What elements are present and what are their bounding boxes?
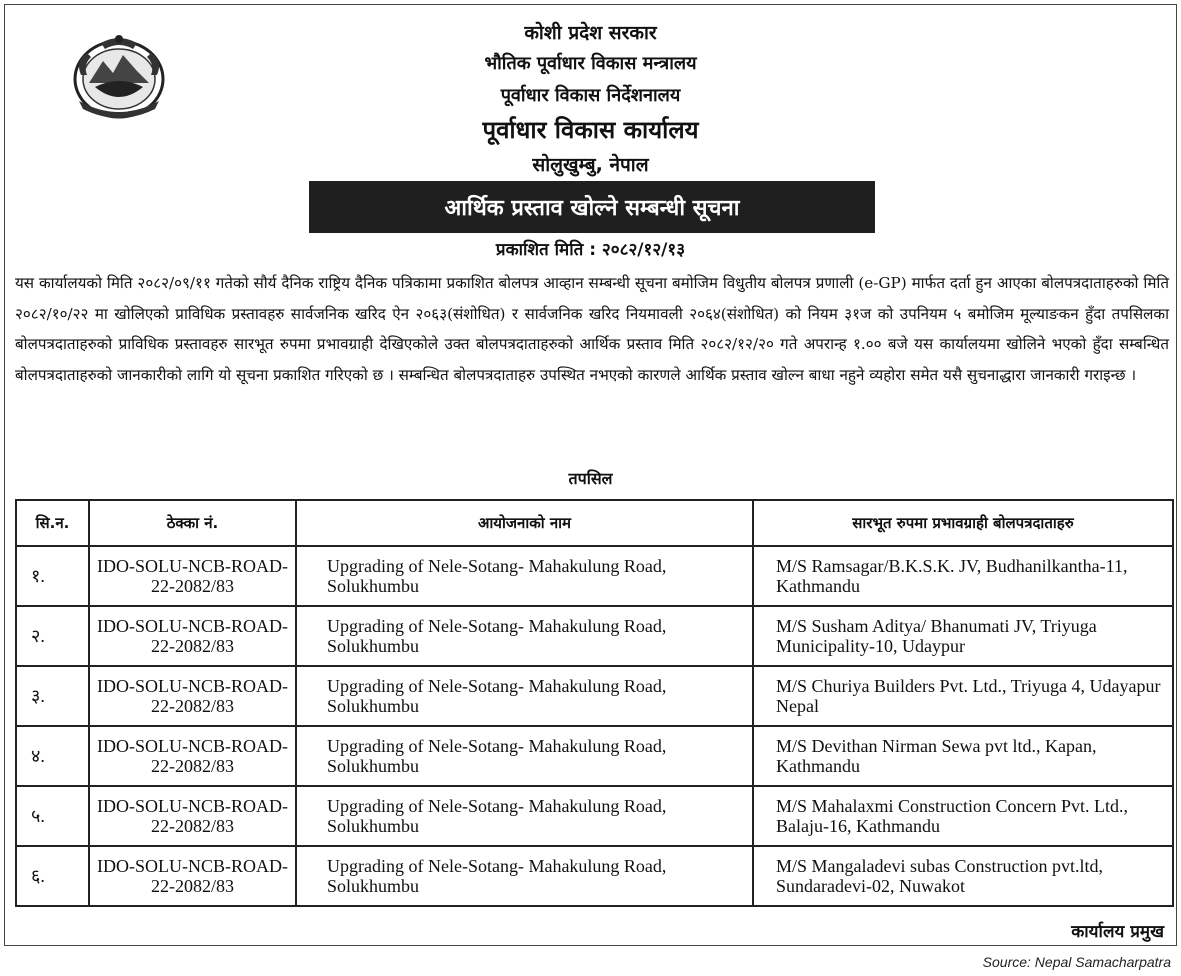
row-bidder: M/S Mangaladevi subas Construction pvt.ltd, Sundaradevi-02, Nuwakot	[753, 846, 1173, 906]
row-serial: ४.	[16, 726, 89, 786]
row-project-name: Upgrading of Nele-Sotang- Mahakulung Road, Solukhumbu	[296, 546, 753, 606]
row-project-name: Upgrading of Nele-Sotang- Mahakulung Road, Solukhumbu	[296, 846, 753, 906]
table-row	[16, 786, 1173, 846]
header-province: कोशी प्रदेश सरकार	[524, 22, 657, 44]
row-contract-no: IDO-SOLU-NCB-ROAD-22-2082/83	[89, 546, 296, 606]
header-serial: सि.न.	[16, 500, 89, 546]
table-row	[16, 546, 1173, 606]
header-office: पूर्वाधार विकास कार्यालय	[482, 116, 699, 144]
table-row	[16, 666, 1173, 726]
header-contract-no: ठेक्का नं.	[89, 500, 296, 546]
table-row	[16, 726, 1173, 786]
published-date: प्रकाशित मिति : २०८२/१२/१३	[495, 240, 686, 260]
row-serial: ६.	[16, 846, 89, 906]
row-serial: ३.	[16, 666, 89, 726]
notice-body: यस कार्यालयको मिति २०८२/०९/११ गतेको सौर्य दैनिक राष्ट्रिय दैनिक पत्रिकामा प्रकाशित बोलपत्र आव्हान सम्बन्धी सूचना बमोजिम विधुतीय बोलपत्र प्रणाली (e-GP) मार्फत दर्ता हुन आएका बोलपत्रदाताहरुको मिति २०८२/१०/२२ मा खोलिएको प्राविधिक प्रस्तावहरु सार्वजनिक खरिद ऐन २०६३(संशोधित) र सार्वजनिक खरिद नियमावली २०६४(संशोधित) को नियम ३१ज को उपनियम ५ बमोजिम मूल्याङकन हुँदा तपसिलका बोलपत्रदाताहरुको प्राविधिक प्रस्तावहरु सारभूत रुपमा प्रभावग्राही देखिएकोले उक्त बोलपत्रदाताहरुको आर्थिक प्रस्ताव मिति २०८२/१२/२० गते अपरान्ह १.०० बजे यस कार्यालयमा खोलिने भएको हुँदा सम्बन्धित बोलपत्रदाताहरुको जानकारीको लागि यो सूचना प्रकाशित गरिएको छ । सम्बन्धित बोलपत्रदाताहरु उपस्थित नभएको कारणले आर्थिक प्रस्ताव खोल्न बाधा नहुने व्यहोरा समेत यसै सुचनाद्धारा जानकारी गराइन्छ ।	[15, 274, 1169, 384]
row-project-name: Upgrading of Nele-Sotang- Mahakulung Road, Solukhumbu	[296, 786, 753, 846]
row-project-name: Upgrading of Nele-Sotang- Mahakulung Road, Solukhumbu	[296, 606, 753, 666]
row-bidder: M/S Devithan Nirman Sewa pvt ltd., Kapan, Kathmandu	[753, 726, 1173, 786]
row-contract-no: IDO-SOLU-NCB-ROAD-22-2082/83	[89, 666, 296, 726]
header-bidders: सारभूत रुपमा प्रभावग्राही बोलपत्रदाताहरु	[753, 500, 1173, 546]
row-serial: ५.	[16, 786, 89, 846]
table-row	[16, 846, 1173, 906]
row-contract-no: IDO-SOLU-NCB-ROAD-22-2082/83	[89, 726, 296, 786]
table-row	[16, 606, 1173, 666]
office-chief-signature: कार्यालय प्रमुख	[1071, 922, 1164, 942]
table-header-row	[16, 500, 1173, 546]
bidders-table	[15, 499, 1174, 907]
row-bidder: M/S Susham Aditya/ Bhanumati JV, Triyuga Municipality-10, Udaypur	[753, 606, 1173, 666]
notice-title-banner	[309, 181, 875, 233]
row-contract-no: IDO-SOLU-NCB-ROAD-22-2082/83	[89, 606, 296, 666]
row-contract-no: IDO-SOLU-NCB-ROAD-22-2082/83	[89, 786, 296, 846]
header-directorate: पूर्वाधार विकास निर्देशनालय	[500, 85, 681, 106]
header-ministry: भौतिक पूर्वाधार विकास मन्त्रालय	[484, 53, 697, 74]
row-bidder: M/S Ramsagar/B.K.S.K. JV, Budhanilkantha-11, Kathmandu	[753, 546, 1173, 606]
notice-sheet	[4, 4, 1177, 946]
source-credit: Source: Nepal Samacharpatra	[982, 954, 1171, 970]
header-location: सोलुखुम्बु, नेपाल	[532, 154, 649, 176]
row-project-name: Upgrading of Nele-Sotang- Mahakulung Road, Solukhumbu	[296, 666, 753, 726]
row-serial: १.	[16, 546, 89, 606]
schedule-heading: तपसिल	[568, 469, 613, 488]
notice-title: आर्थिक प्रस्ताव खोल्ने सम्बन्धी सूचना	[444, 196, 740, 221]
row-project-name: Upgrading of Nele-Sotang- Mahakulung Road, Solukhumbu	[296, 726, 753, 786]
row-contract-no: IDO-SOLU-NCB-ROAD-22-2082/83	[89, 846, 296, 906]
row-serial: २.	[16, 606, 89, 666]
row-bidder: M/S Mahalaxmi Construction Concern Pvt. Ltd., Balaju-16, Kathmandu	[753, 786, 1173, 846]
row-bidder: M/S Churiya Builders Pvt. Ltd., Triyuga 4, Udayapur Nepal	[753, 666, 1173, 726]
header-project-name: आयोजनाको नाम	[296, 500, 753, 546]
